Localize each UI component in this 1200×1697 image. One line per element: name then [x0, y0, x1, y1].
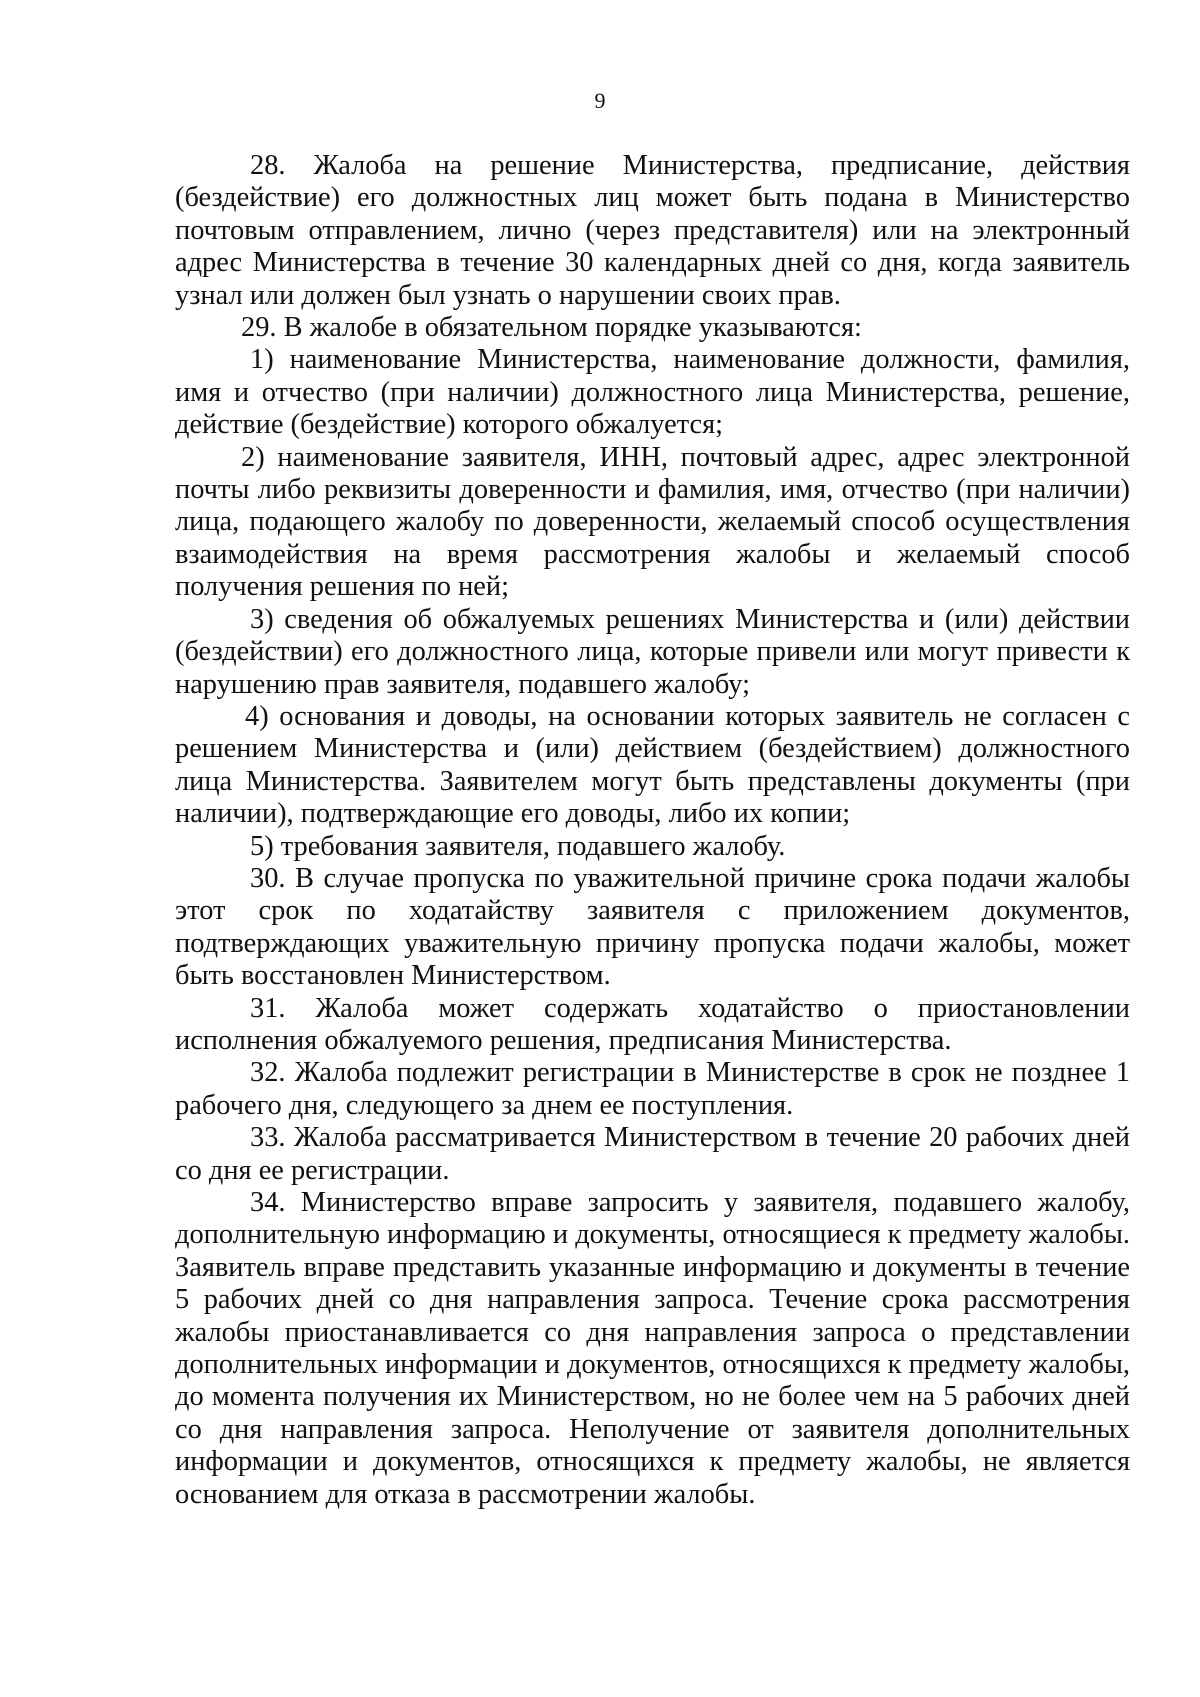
paragraph-28: 28. Жалоба на решение Министерства, предписание, действия (бездействие) его должностных лиц может быть подана в Министерство почтовым отправлением, лично (через представителя) или на электронный адрес Министерства в течение 30 календарных дней со дня, когда заявитель узнал или должен был узнать о нарушении своих прав.: [175, 150, 1130, 311]
list-item-1: 1) наименование Министерства, наименование должности, фамилия, имя и отчество (при наличии) должностного лица Министерства, решение, действие (бездействие) которого обжалуется;: [175, 344, 1130, 441]
list-item-3: 3) сведения об обжалуемых решениях Министерства и (или) действии (бездействии) его должностного лица, которые привели или могут привести к нарушению прав заявителя, подавшего жалобу;: [175, 603, 1130, 700]
paragraph-31: 31. Жалоба может содержать ходатайство о приостановлении исполнения обжалуемого решения, предписания Министерства.: [175, 992, 1130, 1056]
list-item-2: 2) наименование заявителя, ИНН, почтовый адрес, адрес электронной почты либо реквизиты доверенности и фамилия, имя, отчество (при наличии) лица, подающего жалобу по доверенности, желаемый способ осуществления взаимодействия на время рассмотрения жалобы и желаемый способ получения решения по ней;: [175, 441, 1130, 603]
paragraph-32: 32. Жалоба подлежит регистрации в Министерстве в срок не позднее 1 рабочего дня, следующего за днем ее поступления.: [175, 1057, 1130, 1121]
paragraph-30: 30. В случае пропуска по уважительной причине срока подачи жалобы этот срок по ходатайству заявителя с приложением документов, подтверждающих уважительную причину пропуска подачи жалобы, может быть восстановлен Министерством.: [175, 862, 1130, 992]
list-item-4: 4) основания и доводы, на основании которых заявитель не согласен с решением Министерства и (или) действием (бездействием) должностного лица Министерства. Заявителем могут быть представлены документы (при наличии), подтверждающие его доводы, либо их копии;: [175, 700, 1130, 830]
paragraph-34: 34. Министерство вправе запросить у заявителя, подавшего жалобу, дополнительную информацию и документы, относящиеся к предмету жалобы. Заявитель вправе представить указанные информацию и документы в течение 5 рабочих дней со дня направления запроса. Течение срока рассмотрения жалобы приостанавливается со дня направления запроса о представлении дополнительных информации и документов, относящихся к предмету жалобы, до момента получения их Министерством, но не более чем на 5 рабочих дней со дня направления запроса. Неполучение от заявителя дополнительных информации и документов, относящихся к предмету жалобы, не является основанием для отказа в рассмотрении жалобы.: [175, 1187, 1130, 1510]
paragraph-29: 29. В жалобе в обязательном порядке указываются:: [241, 312, 862, 344]
document-body: [175, 150, 1130, 1511]
list-item-5: 5) требования заявителя, подавшего жалобу.: [250, 830, 786, 862]
paragraph-33: 33. Жалоба рассматривается Министерством в течение 20 рабочих дней со дня ее регистрации.: [175, 1122, 1130, 1186]
page-number: 9: [594, 88, 606, 113]
